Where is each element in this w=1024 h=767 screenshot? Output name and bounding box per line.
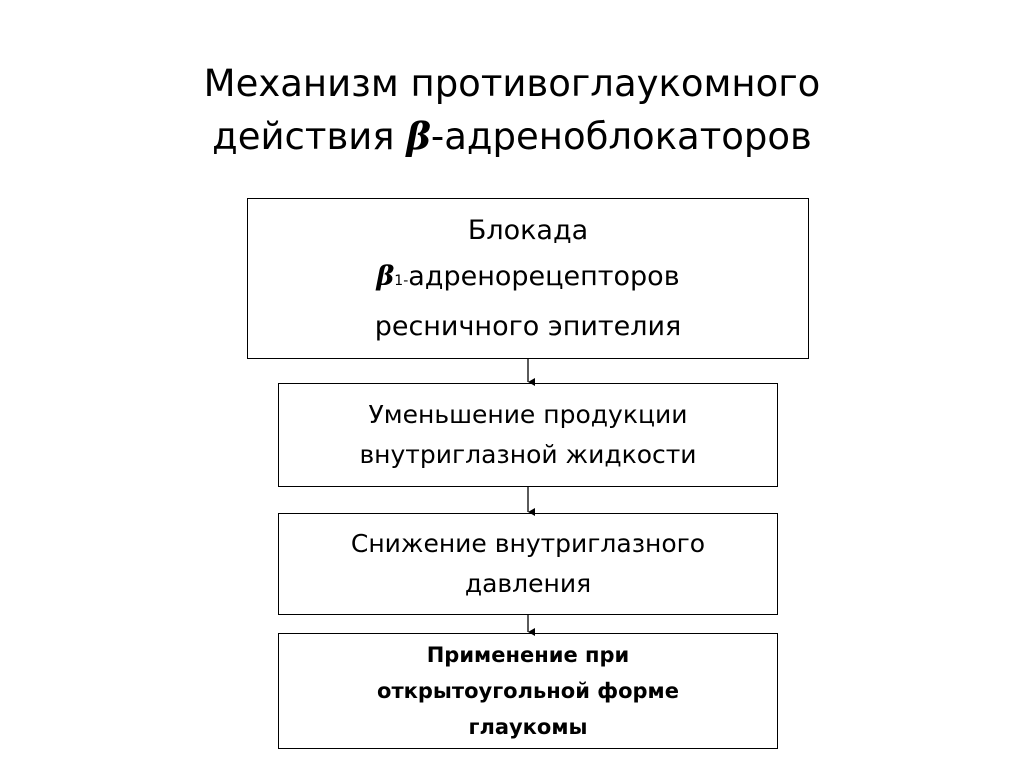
beta-symbol: β [376,260,395,292]
flow-box-pressure-decrease [278,513,778,615]
box-4-line-2: открытоугольной форме [377,679,679,703]
box-1-line-3: ресничного эпителия [374,310,682,342]
box-1-line-1: Блокада [467,214,589,246]
beta-symbol: β [406,114,431,158]
box-1-line-2 [376,254,679,304]
box-2-line-1: Уменьшение продукции [368,400,688,429]
flow-box-production-decrease [278,383,778,487]
title-line-2 [0,110,1024,163]
box-3-line-1: Снижение внутриглазного [350,529,706,558]
title-line-1: Механизм противоглаукомного [203,62,821,105]
flow-box-blockade [247,198,809,359]
box-4-line-1: Применение при [426,643,630,667]
title-suffix: -адреноблокаторов [430,115,812,158]
box-1-line-2-text: адренорецепторов [408,260,680,292]
title-prefix: действия [212,115,407,158]
beta-subscript: 1- [394,272,409,289]
box-3-line-2: давления [464,569,592,598]
box-2-line-2: внутриглазной жидкости [359,440,697,469]
slide-title [0,58,1024,163]
flow-box-application [278,633,778,749]
box-4-line-3: глаукомы [468,715,588,739]
